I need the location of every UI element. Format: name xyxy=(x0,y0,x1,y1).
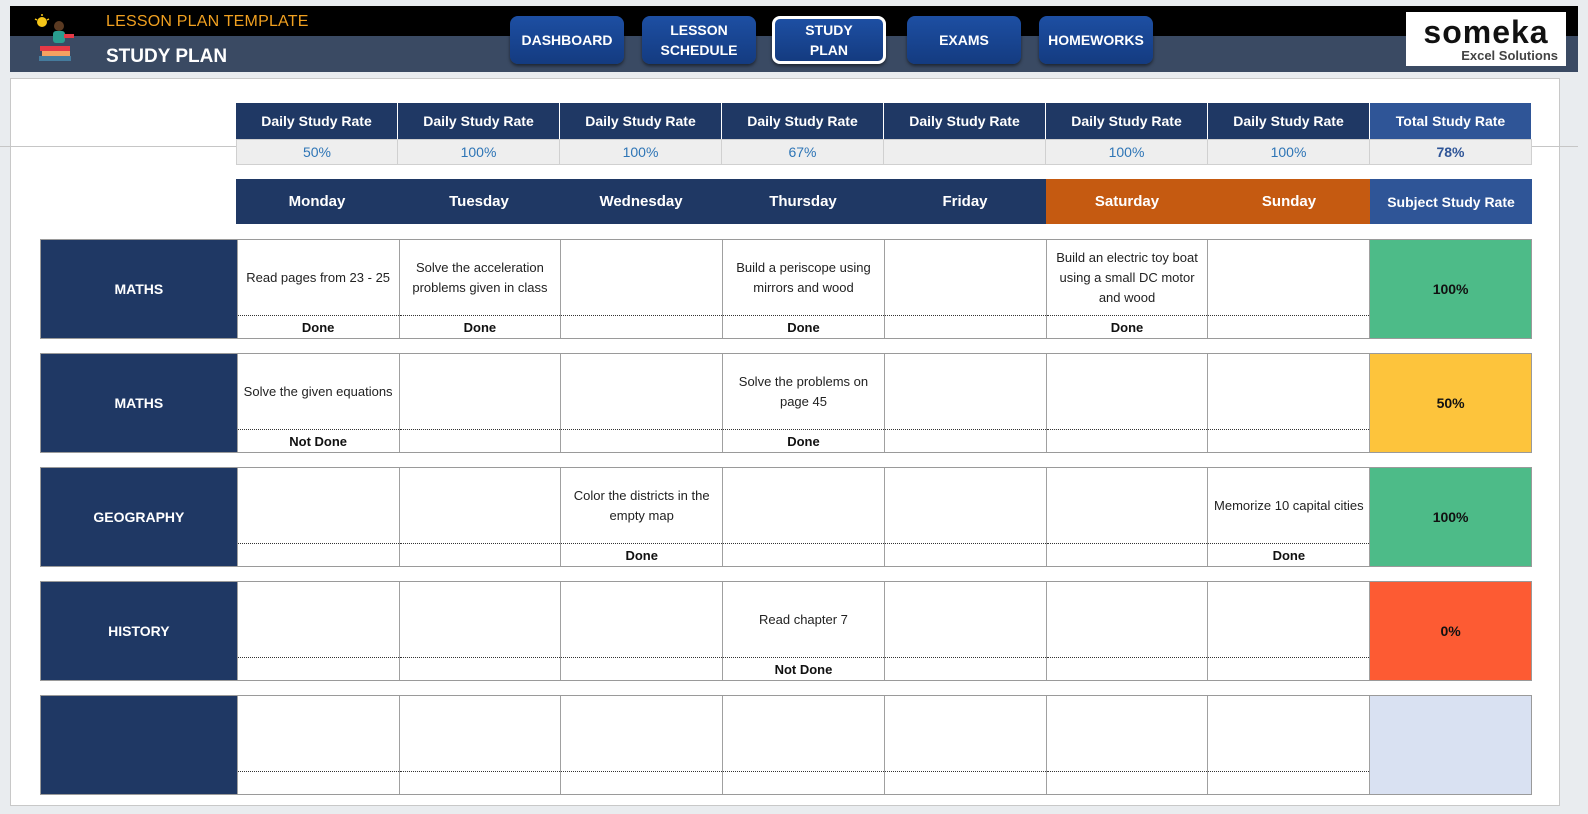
status-cell[interactable]: Not Done xyxy=(774,661,833,677)
day-cell-tuesday xyxy=(399,696,561,794)
logo-wordmark: someka xyxy=(1423,14,1549,50)
status-cell[interactable] xyxy=(400,430,561,452)
status-cell[interactable]: Done xyxy=(1110,319,1144,335)
someka-logo[interactable] xyxy=(1406,12,1566,66)
status-cell[interactable]: Not Done xyxy=(289,433,348,449)
status-cell[interactable] xyxy=(1208,430,1369,452)
status-cell[interactable] xyxy=(238,658,399,680)
task-cell[interactable]: Solve the given equations xyxy=(238,354,399,430)
nav-button-homeworks[interactable]: HOMEWORKS xyxy=(1039,16,1153,64)
daily-rate-header: Daily Study Rate xyxy=(398,103,560,139)
day-cell-tuesday xyxy=(399,240,561,338)
status-cell[interactable] xyxy=(1047,544,1208,566)
day-cell-friday xyxy=(884,696,1046,794)
task-cell[interactable] xyxy=(238,468,399,544)
day-cell-monday xyxy=(237,582,399,680)
status-cell[interactable] xyxy=(1047,772,1208,794)
day-header-monday: Monday xyxy=(236,179,398,224)
status-cell[interactable] xyxy=(561,316,722,338)
day-cell-monday xyxy=(237,240,399,338)
day-cell-sunday xyxy=(1207,240,1369,338)
subject-rate-cell: 100% xyxy=(1369,468,1531,566)
task-cell[interactable]: Solve the problems on page 45 xyxy=(723,354,884,430)
daily-rate-header: Daily Study Rate xyxy=(236,103,398,139)
status-cell[interactable] xyxy=(885,544,1046,566)
day-cell-sunday xyxy=(1207,354,1369,452)
task-cell[interactable] xyxy=(238,696,399,772)
task-cell[interactable] xyxy=(561,582,722,658)
task-cell[interactable] xyxy=(1208,354,1369,430)
logo-tagline: Excel Solutions xyxy=(1461,48,1558,63)
day-cell-wednesday xyxy=(560,582,722,680)
nav-button-lesson-schedule[interactable]: LESSON SCHEDULE xyxy=(642,16,756,64)
nav-button-dashboard[interactable]: DASHBOARD xyxy=(510,16,624,64)
subject-name-cell[interactable]: GEOGRAPHY xyxy=(41,468,237,566)
day-cell-sunday xyxy=(1207,696,1369,794)
status-cell[interactable]: Done xyxy=(1272,547,1306,563)
day-cell-saturday xyxy=(1046,354,1208,452)
task-cell[interactable] xyxy=(400,468,561,544)
day-cell-monday xyxy=(237,468,399,566)
task-cell[interactable] xyxy=(400,696,561,772)
daily-rate-value xyxy=(884,139,1046,165)
total-rate-header: Total Study Rate xyxy=(1370,103,1532,139)
day-cell-tuesday xyxy=(399,354,561,452)
day-cell-sunday xyxy=(1207,582,1369,680)
rate-header-row xyxy=(236,103,1532,139)
day-cell-friday xyxy=(884,240,1046,338)
day-cell-saturday xyxy=(1046,468,1208,566)
daily-rate-header: Daily Study Rate xyxy=(1046,103,1208,139)
status-cell[interactable] xyxy=(1047,430,1208,452)
day-cell-wednesday xyxy=(560,240,722,338)
day-cell-thursday xyxy=(722,468,884,566)
subject-block xyxy=(40,239,1532,339)
status-cell[interactable]: Done xyxy=(463,319,497,335)
page-title: STUDY PLAN xyxy=(106,46,228,67)
task-cell[interactable] xyxy=(561,354,722,430)
subject-name-cell[interactable]: MATHS xyxy=(41,240,237,338)
status-cell[interactable]: Done xyxy=(787,433,820,449)
day-header-friday: Friday xyxy=(884,179,1046,224)
task-cell[interactable] xyxy=(1208,582,1369,658)
status-cell[interactable] xyxy=(400,772,561,794)
day-header-saturday: Saturday xyxy=(1046,179,1208,224)
status-cell[interactable] xyxy=(238,772,399,794)
nav-button-exams[interactable]: EXAMS xyxy=(907,16,1021,64)
day-cell-monday xyxy=(237,354,399,452)
day-header-thursday: Thursday xyxy=(722,179,884,224)
daily-rate-header: Daily Study Rate xyxy=(884,103,1046,139)
day-cell-friday xyxy=(884,582,1046,680)
day-cell-wednesday xyxy=(560,354,722,452)
task-cell[interactable] xyxy=(1047,354,1208,430)
status-cell[interactable] xyxy=(885,430,1046,452)
task-cell[interactable] xyxy=(1047,696,1208,772)
task-cell[interactable] xyxy=(1208,240,1369,316)
task-cell[interactable] xyxy=(1047,468,1208,544)
task-cell[interactable]: Memorize 10 capital cities xyxy=(1208,468,1369,544)
day-header-wednesday: Wednesday xyxy=(560,179,722,224)
task-cell[interactable] xyxy=(885,240,1046,316)
app-header xyxy=(10,6,1578,72)
subject-rate-cell: 50% xyxy=(1369,354,1531,452)
daily-rate-value: 100% xyxy=(1046,139,1208,165)
rate-value-row xyxy=(236,139,1532,165)
day-cell-saturday xyxy=(1046,582,1208,680)
student-books-icon xyxy=(34,14,78,64)
status-cell[interactable] xyxy=(885,658,1046,680)
status-cell[interactable] xyxy=(238,544,399,566)
day-cell-thursday xyxy=(722,240,884,338)
day-cell-friday xyxy=(884,354,1046,452)
day-cell-sunday xyxy=(1207,468,1369,566)
daily-rate-header: Daily Study Rate xyxy=(1208,103,1370,139)
subject-rate-cell: 0% xyxy=(1369,582,1531,680)
task-cell[interactable]: Color the districts in the empty map xyxy=(561,468,722,544)
task-cell[interactable] xyxy=(885,582,1046,658)
day-header-tuesday: Tuesday xyxy=(398,179,560,224)
subject-rate-cell: 100% xyxy=(1369,240,1531,338)
task-cell[interactable]: Solve the acceleration problems given in class xyxy=(400,240,561,316)
subject-rate-cell xyxy=(1369,696,1531,794)
nav-button-study-plan[interactable]: STUDY PLAN xyxy=(772,16,886,64)
status-cell[interactable] xyxy=(1208,772,1369,794)
status-cell[interactable] xyxy=(723,772,884,794)
day-cell-saturday xyxy=(1046,240,1208,338)
status-cell[interactable]: Done xyxy=(625,547,658,563)
day-cell-tuesday xyxy=(399,468,561,566)
subject-name-cell[interactable] xyxy=(41,696,237,794)
daily-rate-value: 100% xyxy=(1208,139,1370,165)
day-cell-saturday xyxy=(1046,696,1208,794)
daily-rate-value: 67% xyxy=(722,139,884,165)
daily-rate-value: 100% xyxy=(560,139,722,165)
subject-name-cell[interactable]: MATHS xyxy=(41,354,237,452)
task-cell[interactable] xyxy=(561,696,722,772)
day-cell-wednesday xyxy=(560,468,722,566)
status-cell[interactable] xyxy=(1047,658,1208,680)
daily-rate-header: Daily Study Rate xyxy=(560,103,722,139)
status-cell[interactable] xyxy=(561,658,722,680)
status-cell[interactable] xyxy=(1208,658,1369,680)
task-cell[interactable] xyxy=(723,468,884,544)
day-cell-thursday xyxy=(722,696,884,794)
day-cell-tuesday xyxy=(399,582,561,680)
day-header-sunday: Sunday xyxy=(1208,179,1370,224)
task-cell[interactable] xyxy=(885,468,1046,544)
task-cell[interactable]: Read chapter 7 xyxy=(723,582,884,658)
day-header-row xyxy=(236,179,1532,224)
day-cell-thursday xyxy=(722,582,884,680)
status-cell[interactable] xyxy=(885,316,1046,338)
status-cell[interactable] xyxy=(561,430,722,452)
daily-rate-header: Daily Study Rate xyxy=(722,103,884,139)
task-cell[interactable] xyxy=(400,354,561,430)
subject-block xyxy=(40,353,1532,453)
task-cell[interactable] xyxy=(885,354,1046,430)
subject-block xyxy=(40,467,1532,567)
daily-rate-value: 100% xyxy=(398,139,560,165)
status-cell[interactable] xyxy=(400,658,561,680)
daily-rate-value: 50% xyxy=(236,139,398,165)
subject-rate-header: Subject Study Rate xyxy=(1370,179,1532,224)
task-cell[interactable] xyxy=(561,240,722,316)
task-cell[interactable] xyxy=(1047,582,1208,658)
day-cell-thursday xyxy=(722,354,884,452)
total-rate-value: 78% xyxy=(1370,139,1532,165)
status-cell[interactable] xyxy=(885,772,1046,794)
task-cell[interactable] xyxy=(238,582,399,658)
status-cell[interactable] xyxy=(400,544,561,566)
task-cell[interactable]: Build a periscope using mirrors and wood xyxy=(723,240,884,316)
task-cell[interactable]: Build an electric toy boat using a small DC motor and wood xyxy=(1047,240,1208,316)
status-cell[interactable]: Done xyxy=(787,319,820,335)
task-cell[interactable]: Read pages from 23 - 25 xyxy=(238,240,399,316)
task-cell[interactable] xyxy=(400,582,561,658)
subject-block xyxy=(40,695,1532,795)
status-cell[interactable] xyxy=(561,772,722,794)
day-cell-friday xyxy=(884,468,1046,566)
day-cell-monday xyxy=(237,696,399,794)
app-title: LESSON PLAN TEMPLATE xyxy=(106,13,309,30)
subject-block xyxy=(40,581,1532,681)
status-cell[interactable] xyxy=(1208,316,1369,338)
status-cell[interactable]: Done xyxy=(301,319,335,335)
task-cell[interactable] xyxy=(1208,696,1369,772)
task-cell[interactable] xyxy=(723,696,884,772)
day-cell-wednesday xyxy=(560,696,722,794)
subject-name-cell[interactable]: HISTORY xyxy=(41,582,237,680)
task-cell[interactable] xyxy=(885,696,1046,772)
status-cell[interactable] xyxy=(723,544,884,566)
